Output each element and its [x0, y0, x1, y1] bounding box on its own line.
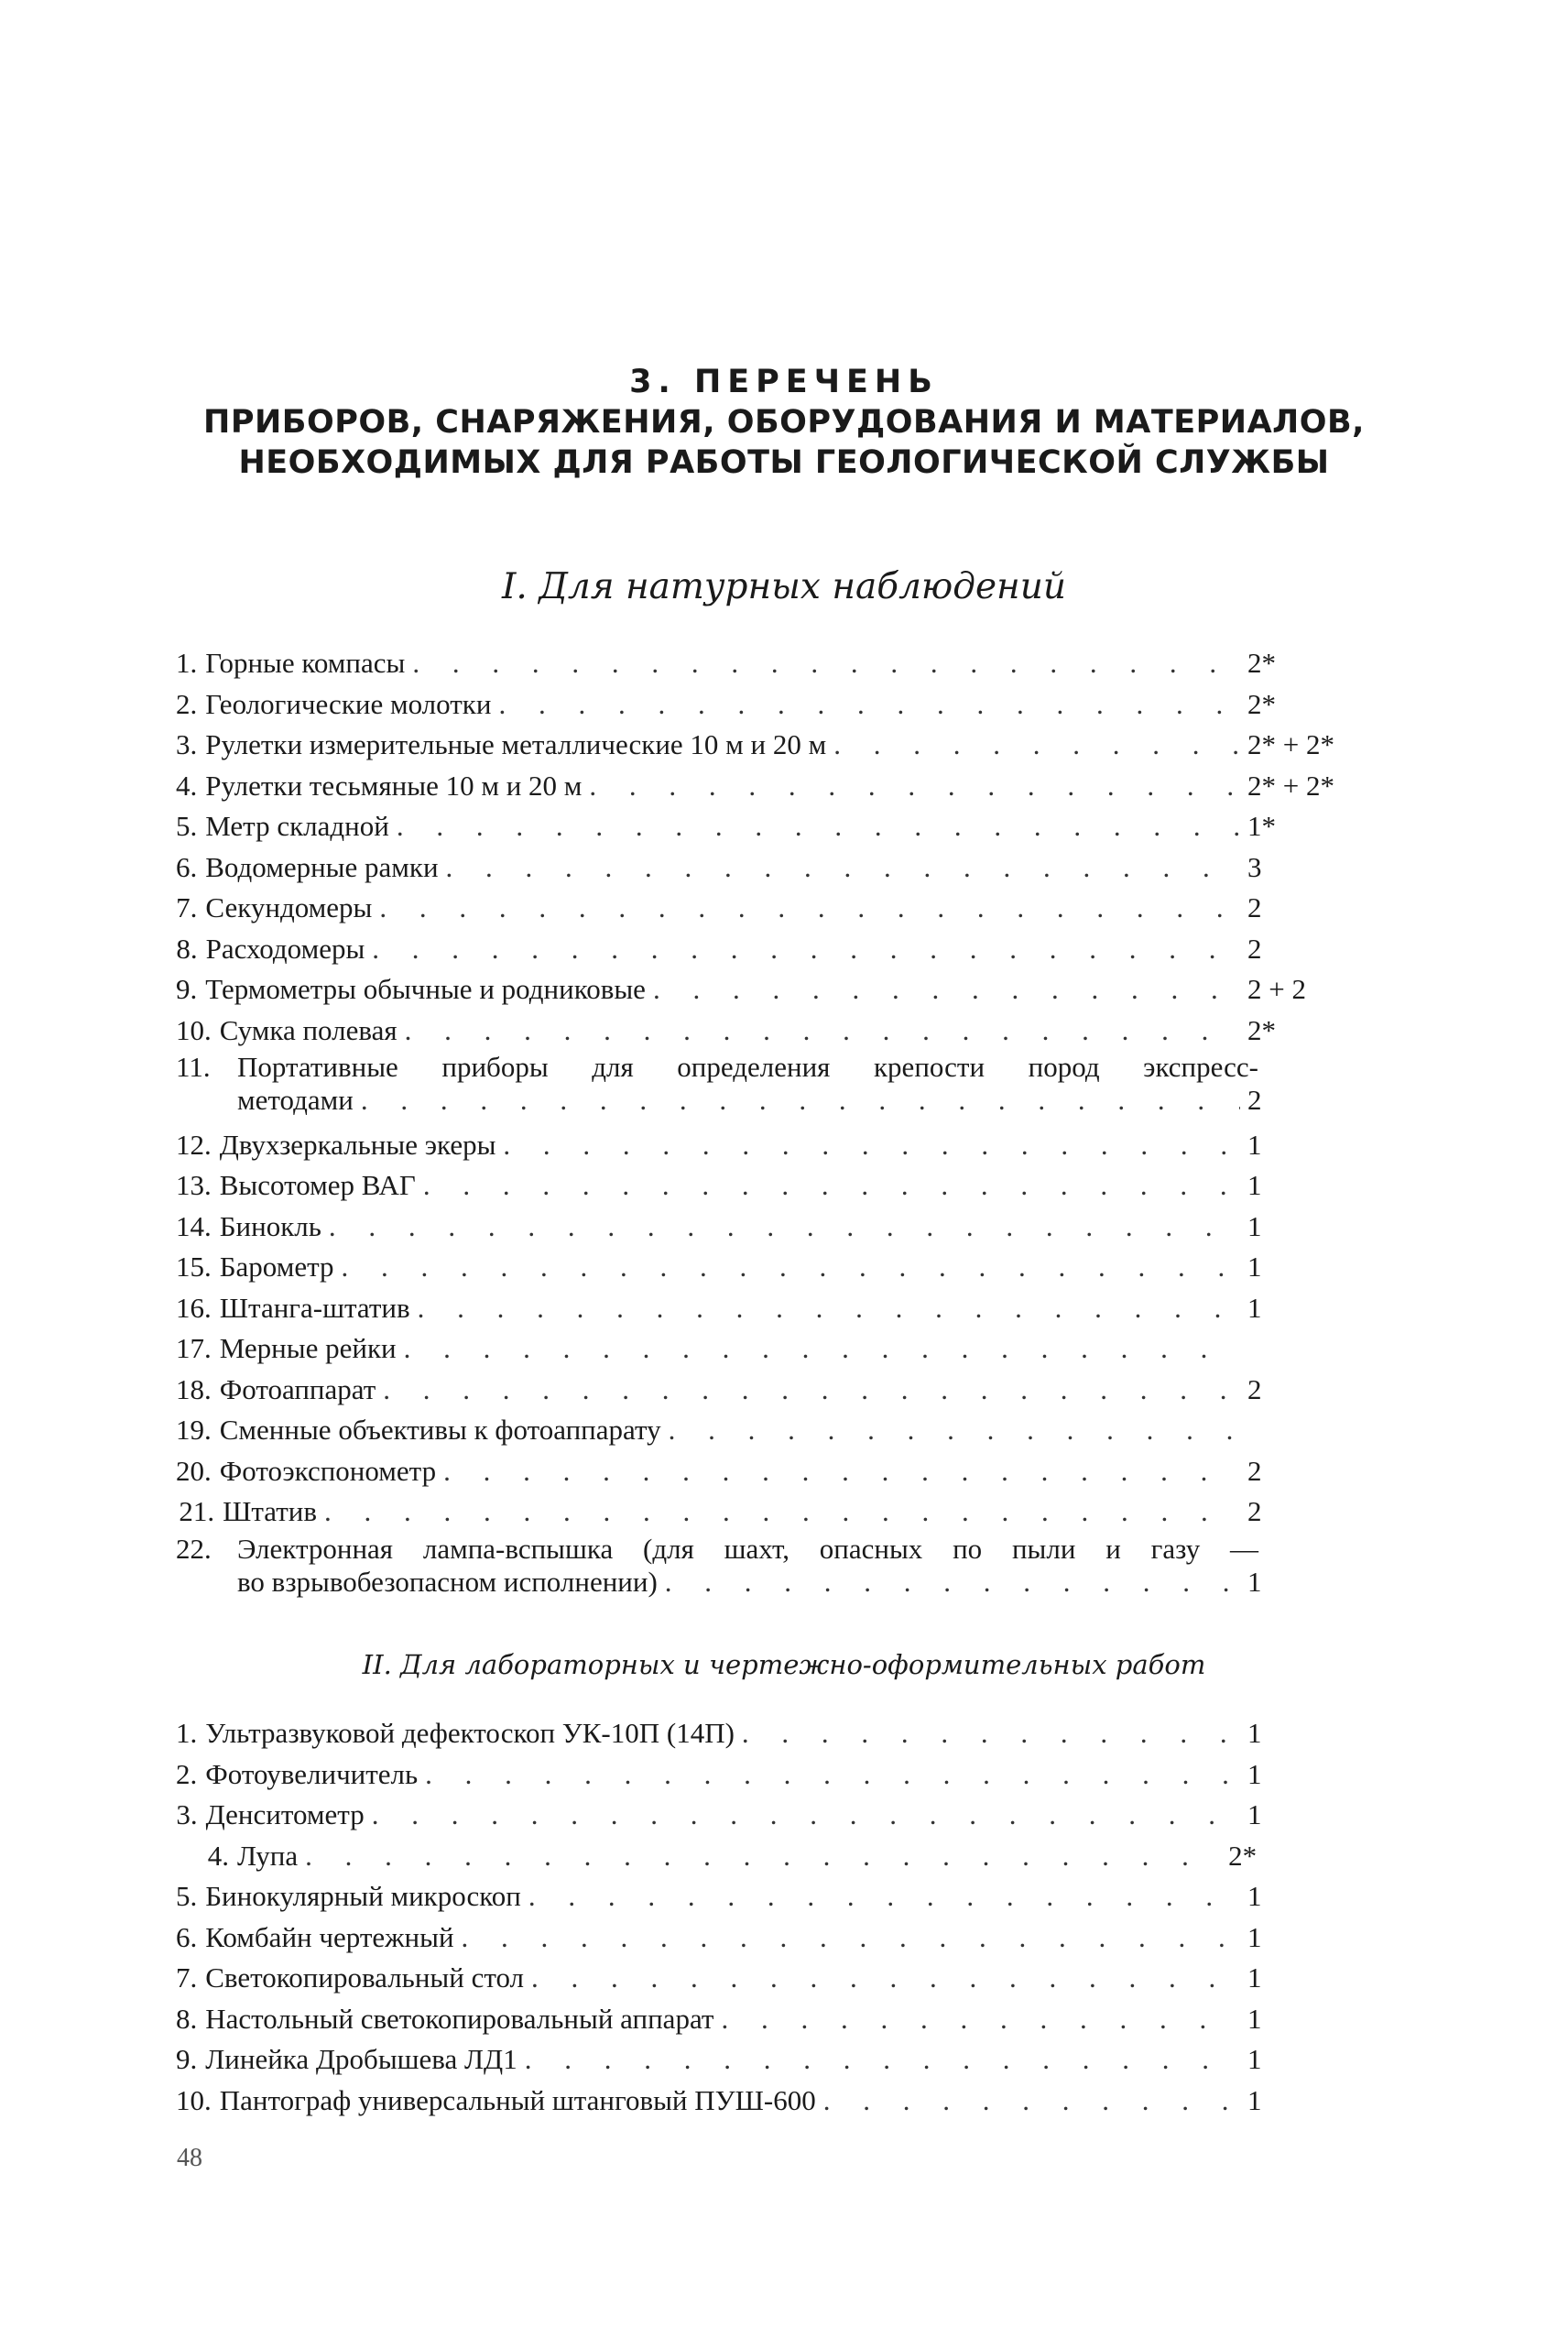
item-quantity: 2 [1247, 891, 1262, 923]
dot-leader [653, 969, 1240, 1011]
item-name: Метр складной [205, 810, 389, 842]
item-quantity: 2 [1247, 1454, 1262, 1487]
list-item [176, 1491, 1421, 1533]
list-item-continuation [176, 1566, 1421, 1607]
item-quantity: 1 [1247, 1209, 1262, 1242]
item-quantity: 2 [1247, 1372, 1262, 1405]
list-item [176, 1207, 1421, 1248]
list-item [176, 1051, 1421, 1125]
list-item [176, 806, 1421, 847]
heading-line-1: 3. ПЕРЕЧЕНЬ [629, 364, 939, 400]
list-item [176, 1125, 1421, 1166]
section-1-title: I. Для натурных наблюдений [502, 566, 1066, 607]
item-name: Фотоувеличитель [205, 1757, 419, 1790]
item-number: 2. [176, 687, 198, 720]
section-2-title: II. Для лабораторных и чертежно-оформительных работ [362, 1649, 1206, 1680]
item-quantity: 1 [1247, 1757, 1262, 1790]
dot-leader [418, 1288, 1240, 1329]
item-number: 13. [176, 1169, 212, 1201]
item-name: Горные компасы [205, 647, 406, 679]
heading-line-2: ПРИБОРОВ, СНАРЯЖЕНИЯ, ОБОРУДОВАНИЯ И МАТЕРИАЛОВ, [203, 404, 1365, 441]
item-quantity: 1 [1247, 1291, 1262, 1324]
item-number: 15. [176, 1251, 212, 1283]
dot-leader [305, 1836, 1221, 1877]
item-name: Портативные приборы для определения крепости пород экспресс- [237, 1051, 1258, 1083]
list-item [176, 766, 1421, 807]
list-item [176, 1370, 1421, 1411]
dot-leader [372, 929, 1240, 970]
item-name: Пантограф универсальный штанговый ПУШ-600 [219, 2083, 816, 2116]
list-item [176, 1288, 1421, 1329]
dot-leader [329, 1207, 1240, 1248]
list-item [176, 1795, 1421, 1836]
list-item [176, 1328, 1421, 1370]
dot-leader [665, 1566, 1240, 1599]
list-item-continuation [176, 1084, 1421, 1125]
dot-leader [528, 1876, 1240, 1917]
item-name: Бинокулярный микроскоп [205, 1880, 521, 1912]
dot-leader [423, 1165, 1240, 1207]
item-name: Бинокль [219, 1209, 321, 1242]
heading-line-3: НЕОБХОДИМЫХ ДЛЯ РАБОТЫ ГЕОЛОГИЧЕСКОЙ СЛУЖБЫ [238, 444, 1330, 481]
dot-leader [383, 1370, 1240, 1411]
list-item [176, 1754, 1421, 1796]
item-number: 4. [176, 769, 198, 802]
item-name: Штатив [223, 1495, 317, 1527]
item-number: 22. [176, 1532, 212, 1565]
item-name: Штанга-штатив [219, 1291, 410, 1324]
item-number: 1. [176, 647, 198, 679]
item-name: Геологические молотки [205, 687, 492, 720]
item-number: 20. [176, 1454, 212, 1487]
list-item [176, 684, 1421, 726]
list-item [176, 1713, 1421, 1754]
list-item [176, 888, 1421, 929]
dot-leader [361, 1084, 1240, 1117]
item-number: 18. [176, 1372, 212, 1405]
dot-leader [589, 766, 1240, 807]
section-1-list [176, 643, 1458, 1606]
item-number: 11. [176, 1051, 211, 1083]
list-item [176, 1533, 1421, 1607]
list-item [176, 1247, 1421, 1288]
item-quantity: 1 [1247, 2083, 1262, 2116]
item-name: Фотоэкспонометр [219, 1454, 437, 1487]
item-name: Водомерные рамки [205, 850, 439, 883]
list-item [176, 1410, 1421, 1451]
item-quantity: 1 [1247, 2002, 1262, 2035]
list-item-line [176, 1533, 1258, 1566]
item-quantity: 1 [1247, 1920, 1262, 1953]
item-number: 21. [179, 1495, 215, 1527]
item-number: 5. [176, 1880, 198, 1912]
item-quantity: 2 [1247, 1495, 1262, 1527]
dot-leader [531, 1958, 1240, 1999]
dot-leader [443, 1451, 1240, 1492]
list-item [176, 1451, 1421, 1492]
item-name-continued: во взрывобезопасном исполнении) [237, 1565, 658, 1598]
item-quantity: 2* + 2* [1247, 728, 1334, 760]
dot-leader [425, 1754, 1240, 1796]
list-item [176, 1999, 1421, 2040]
item-quantity: 1 [1247, 1880, 1262, 1912]
item-number: 9. [176, 973, 198, 1005]
item-quantity: 2* [1247, 647, 1276, 679]
item-number: 2. [176, 1757, 198, 1790]
item-name: Рулетки тесьмяные 10 м и 20 м [205, 769, 583, 802]
list-item [176, 1958, 1421, 1999]
dot-leader [412, 643, 1240, 684]
item-quantity: 2* [1247, 1013, 1276, 1046]
dot-leader [503, 1125, 1240, 1166]
document-heading [0, 362, 1568, 483]
item-number: 19. [176, 1414, 212, 1446]
item-number: 1. [176, 1717, 198, 1749]
item-quantity: 1* [1247, 810, 1276, 842]
dot-leader [324, 1491, 1240, 1533]
item-number: 6. [176, 850, 198, 883]
item-name: Барометр [219, 1251, 334, 1283]
dot-leader [379, 888, 1240, 929]
page-number: 48 [177, 2144, 202, 2172]
dot-leader [525, 2039, 1240, 2081]
item-name: Сумка полевая [219, 1013, 397, 1046]
list-item-line [176, 1051, 1258, 1084]
item-number: 3. [176, 1798, 198, 1830]
section-2-list [176, 1713, 1458, 2121]
item-quantity: 1 [1247, 1798, 1262, 1830]
list-item [176, 2081, 1421, 2122]
item-number: 5. [176, 810, 198, 842]
item-number: 16. [176, 1291, 212, 1324]
item-number: 17. [176, 1332, 212, 1364]
item-number: 9. [176, 2043, 198, 2075]
item-name: Секундомеры [205, 891, 373, 923]
dot-leader [404, 1328, 1240, 1370]
dot-leader [372, 1795, 1240, 1836]
dot-leader [833, 725, 1240, 766]
item-name: Рулетки измерительные металлические 10 м и 20 м [205, 728, 827, 760]
dot-leader [721, 1999, 1240, 2040]
item-name: Двухзеркальные экеры [219, 1128, 496, 1161]
dot-leader [669, 1410, 1240, 1451]
list-item [176, 1011, 1421, 1052]
dot-leader [446, 847, 1240, 889]
list-item [176, 847, 1421, 889]
item-number: 3. [176, 728, 198, 760]
list-item [176, 1165, 1421, 1207]
list-item [176, 1876, 1421, 1917]
item-number: 12. [176, 1128, 212, 1161]
item-number: 4. [207, 1839, 229, 1872]
item-quantity: 2* + 2* [1247, 769, 1334, 802]
item-number: 8. [176, 2002, 198, 2035]
list-item [176, 643, 1421, 684]
item-quantity: 1 [1247, 1128, 1262, 1161]
item-name: Высотомер ВАГ [219, 1169, 416, 1201]
item-quantity: 1 [1247, 1717, 1262, 1749]
dot-leader [498, 684, 1240, 726]
item-name: Фотоаппарат [219, 1372, 376, 1405]
item-quantity: 3 [1247, 850, 1262, 883]
item-name: Электронная лампа-вспышка (для шахт, опасных по пыли и газу — [237, 1532, 1258, 1565]
item-quantity: 1 [1247, 1169, 1262, 1201]
item-number: 7. [176, 1961, 198, 1994]
item-name: Расходомеры [205, 932, 365, 965]
list-item [176, 1836, 1421, 1877]
item-name: Сменные объективы к фотоаппарату [219, 1414, 661, 1446]
list-item [176, 1917, 1421, 1959]
item-number: 8. [176, 932, 198, 965]
list-item [176, 969, 1421, 1011]
item-quantity: 1 [1247, 1565, 1262, 1598]
item-quantity: 2 [1247, 932, 1262, 965]
item-name-continued: методами [237, 1084, 354, 1116]
item-name: Ультразвуковой дефектоскоп УК-10П (14П) [205, 1717, 735, 1749]
item-quantity: 1 [1247, 2043, 1262, 2075]
dot-leader [742, 1713, 1240, 1754]
item-number: 10. [176, 2083, 212, 2116]
item-name: Денситометр [205, 1798, 365, 1830]
list-item [176, 725, 1421, 766]
item-name: Светокопировальный стол [205, 1961, 525, 1994]
item-quantity: 1 [1247, 1251, 1262, 1283]
item-quantity: 2 [1247, 1084, 1262, 1116]
dot-leader [342, 1247, 1240, 1288]
dot-leader [397, 806, 1240, 847]
dot-leader [405, 1011, 1240, 1052]
item-quantity: 2 + 2 [1247, 973, 1306, 1005]
dot-leader [462, 1917, 1240, 1959]
item-quantity: 2* [1247, 687, 1276, 720]
item-name: Лупа [237, 1839, 299, 1872]
dot-leader [823, 2081, 1240, 2122]
item-number: 7. [176, 891, 198, 923]
list-item [176, 2039, 1421, 2081]
item-quantity: 2* [1228, 1839, 1258, 1872]
item-number: 6. [176, 1920, 198, 1953]
item-number: 10. [176, 1013, 212, 1046]
item-number: 14. [176, 1209, 212, 1242]
item-quantity: 1 [1247, 1961, 1262, 1994]
item-name: Линейка Дробышева ЛД1 [205, 2043, 517, 2075]
item-name: Мерные рейки [219, 1332, 397, 1364]
item-name: Настольный светокопировальный аппарат [205, 2002, 714, 2035]
list-item [176, 929, 1421, 970]
item-name: Комбайн чертежный [205, 1920, 454, 1953]
item-name: Термометры обычные и родниковые [205, 973, 646, 1005]
